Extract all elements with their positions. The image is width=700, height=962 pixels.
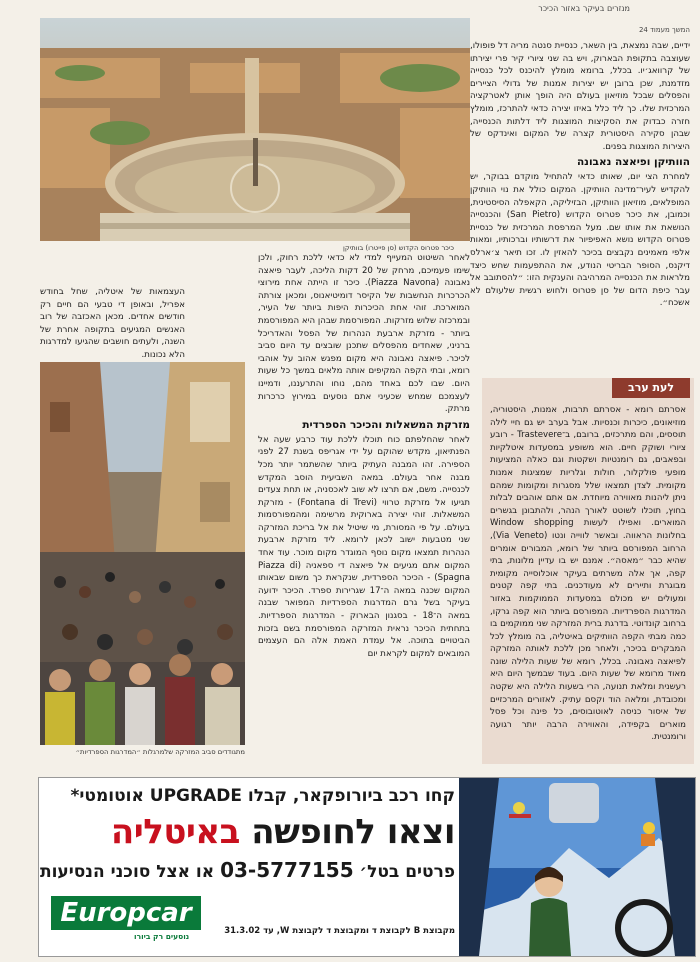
vatican-caption: כיכר פטרוס הקדוש (סן פייטרו) בוותיקן bbox=[343, 244, 454, 252]
ad-text-area bbox=[39, 778, 459, 956]
ad-slogan-prefix: וצאו לחופשה bbox=[251, 812, 455, 852]
evening-sidebar bbox=[482, 378, 694, 764]
europcar-ad bbox=[38, 777, 696, 957]
ad-contact-suffix: או אצל סוכני הנסיעות bbox=[39, 862, 215, 882]
sidebar-text: אסרתם רומא - אסרתם תרבות, אמנות, היסטוריה, מוזיאונים, כיכרות וכנסיות. אבל בערב יש גם חיי לילה תוססים, והם מתרכזים, ברובם, ב־Trastevere - רובע ציורי ושוקק חיים. הוא משופע במסעדות איטלקיות ובפאבים, גם רומנטיות ושקטות וגם כאלה המציעות מופעי פולקלור, חולות וגלריות שמציגות אמנות מקומית. לצדן תמצאו שלל מסגרות ומקומות שמהם ניתן ליהנות מאווירה מיוחדת. אם אתם אוהבים לבלות בחוץ, תוכלו לשוטט לאורך הנהר, ולהתבונן בגשרים המוארים. ואפילו לעשות Window shopping בחלונות הראווה. ובאשר לווייה ונטו (Via Veneto), הרחוב המפורסם ביותר של רומא, המבורים אומרים שהיא כבר ״מאסה״. אמנם יש בו עדיין מלונות, בתי קפה, אך אלה משרתים בעיקר אוכלוסייה מקומית מבוגרת ותיירים לא מעודכנים. בתי קפה קטנים ומעולים יש מכולם במסעדות הממוקמות באזור המדרגות הספרדיות. המפורסם ביותר הוא קפה גרקו, ברחוב קונדוטי. בדרגת ברית המזרקה שני ממוקמים בו כמה מבתי הקפה הוותיקים באיטליה, בה מומלץ לכל המבקרים בכיכר, ולאחר מכן ללכת לאותה המזרקה לפיאצה נאבונה. בכלל, רומא של שעות הלילה שונה מאוד מרומא של שעות היום. בעוד שבמשך היום היא רעשנית ומלאת תנועה, הרי בשעות הלילה היא שקטה ומכובדת, ומלאה הוד וקסם עתיק. לאזורים המרכזיים של איסור כניסה לאוטובוסים, כל פינה וכל פסל מוארים בקפידה, והאווירה הרבה יותר רגועה ורומנטית. bbox=[490, 405, 687, 743]
ad-fine-print: מקבוצת B לקבוצת ד ומקבוצת ד לקבוצת W, עד 31.3.02 bbox=[224, 926, 455, 936]
ad-image bbox=[459, 778, 695, 956]
intro-text: ידיים, שבה נמצאת, בין השאר, כנסיית סנטה מריה דל פופולו, שעוצבה בתקופת הבארוק, ויש בה שני ציורי קיר פרי יצירתו של קרוואג׳יו. בכלל, ברומא מומלץ להיכנס לכל כנסייה מזדמנת, שכן ברובן יש יצירות אמנות של גדולי הציירים והפסלים שבכל מוזיאון בעולם היה הופך אותן לאטרקציה המרכזית שלו. כך ליד כלל באיזו יצירה כדאי להתרכז, מומלץ חזרה כבדוק את הסקיצות המוצגות ליד דלתות הכנסייה, שבהן סקירה היסטורית קצרה של המקום ואינדקס של היצירות המוצגות בפנים. bbox=[470, 41, 690, 152]
sidebar-title: לעת ערב bbox=[612, 378, 690, 398]
vatican-body-text: למחרת הצי יום, שאותו כדאי להתחיל מוקדם בבוקר, יש להקדיש לעיר־מדינה הוותיקן. המקום כולל את נוי הוותיקן המופלאים, מוזיאון הוותיקן, הבזיליקה, הקאפלה הסיסטינית, וכמובן, את כיכר פטרוס הקדוש (San Pietro) והכנסייה הנושאת את אותו שם. מעל המרפסת המרכזית של כנסיית פטרוס הקדוש נושא האפיפיור את דרשותיו וברכותיו, ומאות אלפי מאמינים נקבצים בכיכר להאזין לו. זכו תיאר צ׳ארלס דיקנס, הסופר הבריטי הנודע, את ההתפעמות שחש כיצד מלראות את הכנסייה המרהיבה והענקית הזו: ״להסתובב אל עבר כיפת הדום של סן פטרוס ולחוש רגשית שלעולם לא אשכח״. bbox=[470, 172, 690, 309]
ad-contact-prefix: פרטים בטל׳ bbox=[359, 862, 455, 882]
spanish-steps-photo bbox=[40, 362, 245, 745]
middle-text-1: לאחר השיטוט המעייף למדי לא כדאי ללכת רחוק, ולכן שימו פעמיכם, מרחק של 20 דקות הליכה, לעבר פיאצה נאבונה (Piazza Navona). כיכר זו הייתה אחת מירוצי הכרכרות הנחשבות של הקיסר דומיטיאנוס, ומכאן צורתה המוארכת. זוהי אחת הכיכרות היפות ביותר של העיר, ובמרכזה שלוש מזרקות. המפורסמת שבהן היא המפורסמת ביותר - מזרקת ארבעת הנהרות של הפסל והאדריכל ברניני, שאחדים מהפסלים שתכנן שובצים עד היום סביב לכיכר. פיאצה נאבונה היא מקום מפגש אהוב על אוהבי רומא, ובתי הקפה המקיפים אותה מלאים במשך כל שעות היום. שבו לכם באחד מהם, נוחו והתרעננו, ודמיינו לעצמכם שמחש שכעיני אתם נוסעים במירוץ כרכרות מרתק. bbox=[258, 253, 471, 415]
car-interior-illustration bbox=[459, 778, 695, 956]
jump-note: המשך מעמוד 24 bbox=[638, 26, 690, 34]
street-caption: מתגודדים סביב המזרקה שלמרגלות ״המדרגות הספרדיות״ bbox=[75, 748, 245, 756]
top-fragment: מנזרים בעיקר באזור הכיכר bbox=[538, 4, 630, 13]
ad-contact-line bbox=[40, 858, 455, 882]
street-crowd-illustration bbox=[40, 362, 245, 745]
ad-phone-number: 03-5777155 bbox=[220, 858, 354, 882]
middle-text-2: לאחר שהחלפתם כוח תוכלו ללכת עוד כרבע שעה אל הפנתיאון, מקדש שהוקם על ידי אגריפס בשנת 27 לפני הספירה. זהו המבנה העתיק ביותר שהשתמר יותר מכל מבנה אחר בעולם. במאה השביעית הוסב המקדש לכנסייה. משם, אם תרצו לא שוב לאכסניה, או תחת צעדים תגיעו אל מזרקת טרווי (Fontana di Trevi) - מזרקת המשאלות. זוהי יצירה בארוקית מרשימה ומהמפורסמות בעולם. על פי המסורת, מי שיטיל את אל בריכת המזרקה שני מטבעות ישוב לכאן לרומא. ליד מזרקת ארבעת הנהרות תמצאו מקום נוסף המוגדר מקום מוכר. עוד אחד המקום אתם מגיעים אל פיאצה די ספאניה (Piazza di Spagna) - הכיכר הספרדית, שנקראת כך משום שבאותו המקום שכנה במאה ה־17 שגרירות ספרד. הכיכר ידועה בעיקר בשל גרם המדרגות הספרדיות המפואר שבנה במאה ה־18 - בסגנון הבארוק - המדרגות הספרדיות. בתחתית הכיכר נראית המזרקה המפורסמת בשם בזכות הביטויים בתוכה. אל עמדת האמת אלה הם העצמים המובאים למקום לקראת יום bbox=[258, 434, 470, 659]
ad-slogan-highlight: באיטליה bbox=[110, 812, 240, 852]
vatican-aerial-illustration bbox=[40, 18, 470, 241]
section-heading-trevi: מזרקת המשאלות והכיכר הספרדית bbox=[302, 418, 470, 431]
middle-column bbox=[258, 252, 470, 768]
europcar-logo-sub: נוסעים רק ביורו bbox=[134, 932, 190, 941]
left-column: העצמאות של איטליה, שחל בחודש אפריל, ובאופן די טבעי הם חיים רק חודשים אחדים. מכאן האכזבה של רוב האנשים המגיעים בתקופה אחרת של השנה, ולעתים חושבים שהגיעו למדרגות הלא נכונות. bbox=[40, 287, 185, 360]
vatican-photo bbox=[40, 18, 470, 241]
europcar-logo: Europcar bbox=[51, 896, 201, 930]
ad-headline: קחו רכב ביורופקאר, קבלו UPGRADE אוטומטי* bbox=[70, 786, 455, 806]
top-right-column bbox=[470, 40, 690, 374]
ad-main-slogan bbox=[111, 812, 455, 852]
section-heading-vatican: הוותיקן ופיאצה נאבונה bbox=[576, 156, 690, 169]
